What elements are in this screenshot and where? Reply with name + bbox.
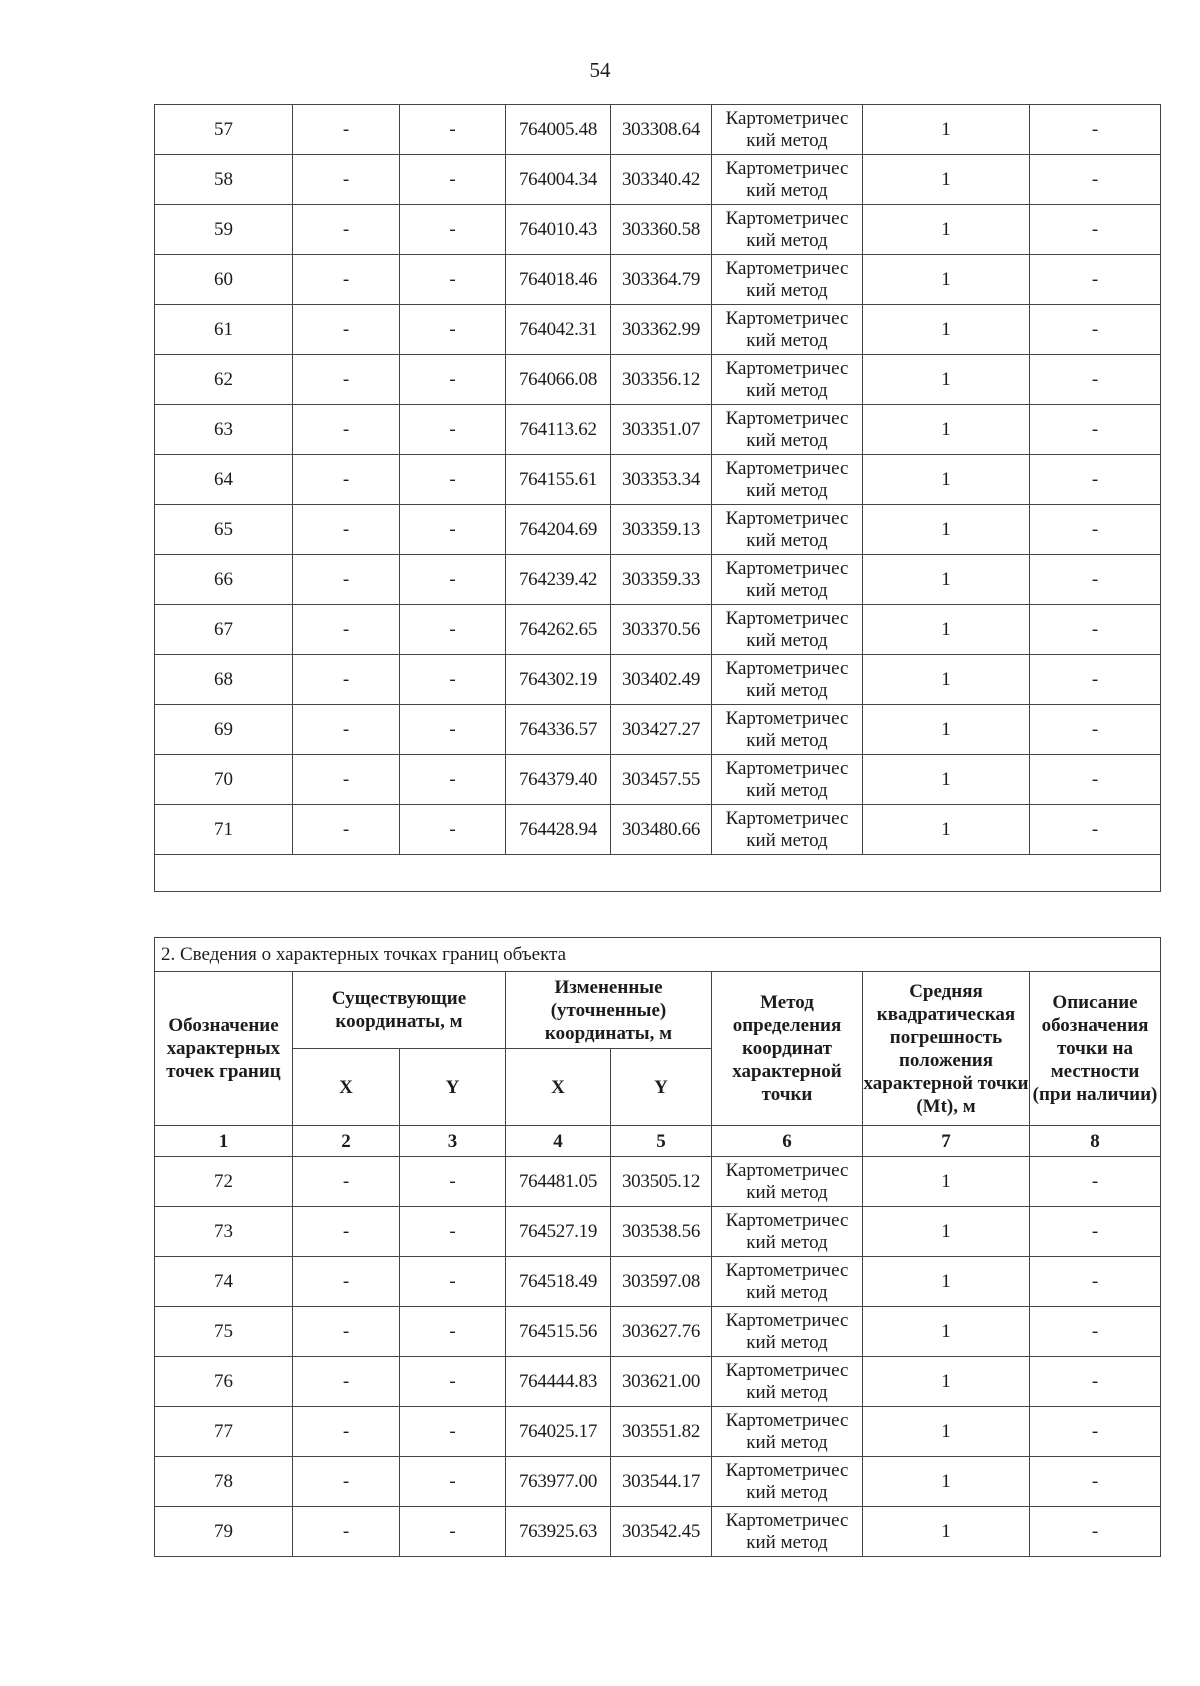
point-number: 71 bbox=[155, 805, 293, 855]
point-number: 65 bbox=[155, 505, 293, 555]
coord-x: 764005.48 bbox=[506, 105, 611, 155]
coord-y: 303627.76 bbox=[611, 1307, 712, 1357]
method-cell bbox=[712, 1357, 863, 1407]
method-cell bbox=[712, 705, 863, 755]
method-text-line1: Картометричес bbox=[725, 1459, 849, 1481]
method-cell bbox=[712, 305, 863, 355]
existing-y: - bbox=[400, 755, 506, 805]
point-number: 66 bbox=[155, 555, 293, 605]
mt-value: 1 bbox=[863, 355, 1030, 405]
coord-x: 764444.83 bbox=[506, 1357, 611, 1407]
existing-x: - bbox=[293, 205, 400, 255]
point-number: 78 bbox=[155, 1457, 293, 1507]
coord-y: 303340.42 bbox=[611, 155, 712, 205]
coord-x: 764025.17 bbox=[506, 1407, 611, 1457]
coord-y: 303370.56 bbox=[611, 605, 712, 655]
method-text-line2: кий метод bbox=[746, 1231, 828, 1253]
col-index: 8 bbox=[1030, 1126, 1161, 1157]
coord-x: 764515.56 bbox=[506, 1307, 611, 1357]
method-text-line2: кий метод bbox=[746, 1181, 828, 1203]
existing-x: - bbox=[293, 355, 400, 405]
method-text-line1: Картометричес bbox=[725, 607, 849, 629]
description: - bbox=[1030, 555, 1161, 605]
existing-y: - bbox=[400, 1357, 506, 1407]
coord-y: 303544.17 bbox=[611, 1457, 712, 1507]
point-number: 69 bbox=[155, 705, 293, 755]
method-text-line2: кий метод bbox=[746, 329, 828, 351]
method-cell bbox=[712, 1457, 863, 1507]
header-existing-y: Y bbox=[400, 1049, 506, 1126]
table-row bbox=[155, 255, 1161, 305]
header-point-designation: Обозначение характерных точек границ bbox=[155, 972, 293, 1126]
method-text-line1: Картометричес bbox=[725, 1359, 849, 1381]
coord-y: 303308.64 bbox=[611, 105, 712, 155]
existing-x: - bbox=[293, 1257, 400, 1307]
existing-x: - bbox=[293, 505, 400, 555]
method-text-line2: кий метод bbox=[746, 429, 828, 451]
existing-x: - bbox=[293, 1307, 400, 1357]
point-number: 73 bbox=[155, 1207, 293, 1257]
description: - bbox=[1030, 805, 1161, 855]
point-number: 67 bbox=[155, 605, 293, 655]
coord-x: 764042.31 bbox=[506, 305, 611, 355]
table1-body bbox=[155, 105, 1161, 855]
point-number: 59 bbox=[155, 205, 293, 255]
mt-value: 1 bbox=[863, 305, 1030, 355]
method-cell bbox=[712, 755, 863, 805]
method-text-line2: кий метод bbox=[746, 1281, 828, 1303]
method-cell bbox=[712, 1307, 863, 1357]
point-number: 64 bbox=[155, 455, 293, 505]
method-text-line1: Картометричес bbox=[725, 557, 849, 579]
mt-value: 1 bbox=[863, 455, 1030, 505]
table-row bbox=[155, 405, 1161, 455]
coord-y: 303353.34 bbox=[611, 455, 712, 505]
coord-y: 303356.12 bbox=[611, 355, 712, 405]
existing-y: - bbox=[400, 1257, 506, 1307]
point-number: 70 bbox=[155, 755, 293, 805]
existing-y: - bbox=[400, 1307, 506, 1357]
coord-y: 303551.82 bbox=[611, 1407, 712, 1457]
coord-x: 763977.00 bbox=[506, 1457, 611, 1507]
description: - bbox=[1030, 305, 1161, 355]
method-cell bbox=[712, 105, 863, 155]
header-changed-y: Y bbox=[611, 1049, 712, 1126]
table-row bbox=[155, 205, 1161, 255]
existing-x: - bbox=[293, 1207, 400, 1257]
mt-value: 1 bbox=[863, 805, 1030, 855]
col-index: 7 bbox=[863, 1126, 1030, 1157]
method-text-line1: Картометричес bbox=[725, 657, 849, 679]
point-number: 61 bbox=[155, 305, 293, 355]
table-row bbox=[155, 1407, 1161, 1457]
coord-y: 303621.00 bbox=[611, 1357, 712, 1407]
existing-y: - bbox=[400, 455, 506, 505]
method-text-line1: Картометричес bbox=[725, 1259, 849, 1281]
coordinates-table-continued bbox=[154, 104, 1161, 892]
existing-y: - bbox=[400, 405, 506, 455]
table-row bbox=[155, 755, 1161, 805]
table-row bbox=[155, 1457, 1161, 1507]
table-row bbox=[155, 455, 1161, 505]
point-number: 77 bbox=[155, 1407, 293, 1457]
table-row bbox=[155, 1357, 1161, 1407]
existing-y: - bbox=[400, 605, 506, 655]
mt-value: 1 bbox=[863, 705, 1030, 755]
table-row bbox=[155, 1157, 1161, 1207]
mt-value: 1 bbox=[863, 405, 1030, 455]
coord-y: 303542.45 bbox=[611, 1507, 712, 1557]
description: - bbox=[1030, 655, 1161, 705]
description: - bbox=[1030, 705, 1161, 755]
method-text-line1: Картометричес bbox=[725, 207, 849, 229]
description: - bbox=[1030, 155, 1161, 205]
coord-x: 764262.65 bbox=[506, 605, 611, 655]
existing-x: - bbox=[293, 1407, 400, 1457]
coord-y: 303427.27 bbox=[611, 705, 712, 755]
coord-x: 764066.08 bbox=[506, 355, 611, 405]
method-cell bbox=[712, 1157, 863, 1207]
mt-value: 1 bbox=[863, 1357, 1030, 1407]
header-method: Метод определения координат характерной точки bbox=[712, 972, 863, 1126]
point-number: 68 bbox=[155, 655, 293, 705]
col-index: 1 bbox=[155, 1126, 293, 1157]
method-text-line1: Картометричес bbox=[725, 457, 849, 479]
empty-row bbox=[155, 855, 1161, 892]
method-text-line2: кий метод bbox=[746, 679, 828, 701]
coord-x: 764239.42 bbox=[506, 555, 611, 605]
existing-y: - bbox=[400, 505, 506, 555]
method-cell bbox=[712, 1407, 863, 1457]
method-text-line1: Картометричес bbox=[725, 157, 849, 179]
method-text-line1: Картометричес bbox=[725, 1209, 849, 1231]
table-row bbox=[155, 505, 1161, 555]
description: - bbox=[1030, 1457, 1161, 1507]
coord-y: 303480.66 bbox=[611, 805, 712, 855]
coord-y: 303457.55 bbox=[611, 755, 712, 805]
coord-y: 303597.08 bbox=[611, 1257, 712, 1307]
point-number: 63 bbox=[155, 405, 293, 455]
mt-value: 1 bbox=[863, 1457, 1030, 1507]
description: - bbox=[1030, 1207, 1161, 1257]
existing-x: - bbox=[293, 1457, 400, 1507]
existing-y: - bbox=[400, 705, 506, 755]
method-text-line2: кий метод bbox=[746, 229, 828, 251]
point-number: 58 bbox=[155, 155, 293, 205]
col-index: 3 bbox=[400, 1126, 506, 1157]
coord-x: 764518.49 bbox=[506, 1257, 611, 1307]
header-existing-x: X bbox=[293, 1049, 400, 1126]
method-text-line1: Картометричес bbox=[725, 307, 849, 329]
description: - bbox=[1030, 1157, 1161, 1207]
header-changed-coordinates: Измененные (уточненные) координаты, м bbox=[506, 972, 712, 1049]
mt-value: 1 bbox=[863, 255, 1030, 305]
coord-x: 764018.46 bbox=[506, 255, 611, 305]
coord-x: 764113.62 bbox=[506, 405, 611, 455]
method-text-line2: кий метод bbox=[746, 179, 828, 201]
coord-x: 764428.94 bbox=[506, 805, 611, 855]
mt-value: 1 bbox=[863, 155, 1030, 205]
point-number: 76 bbox=[155, 1357, 293, 1407]
coord-y: 303351.07 bbox=[611, 405, 712, 455]
coord-x: 764527.19 bbox=[506, 1207, 611, 1257]
description: - bbox=[1030, 1307, 1161, 1357]
method-cell bbox=[712, 1207, 863, 1257]
mt-value: 1 bbox=[863, 1507, 1030, 1557]
method-text-line1: Картометричес bbox=[725, 257, 849, 279]
header-description: Описание обозначения точки на местности (при наличии) bbox=[1030, 972, 1161, 1126]
table-row bbox=[155, 655, 1161, 705]
coord-y: 303359.33 bbox=[611, 555, 712, 605]
method-text-line2: кий метод bbox=[746, 1381, 828, 1403]
header-mt: Средняя квадратическая погрешность положения характерной точки (Mt), м bbox=[863, 972, 1030, 1126]
description: - bbox=[1030, 505, 1161, 555]
method-text-line2: кий метод bbox=[746, 129, 828, 151]
table-row bbox=[155, 705, 1161, 755]
table-row bbox=[155, 305, 1161, 355]
table-row bbox=[155, 605, 1161, 655]
header-existing-coordinates: Существующие координаты, м bbox=[293, 972, 506, 1049]
existing-y: - bbox=[400, 1507, 506, 1557]
description: - bbox=[1030, 455, 1161, 505]
method-cell bbox=[712, 655, 863, 705]
description: - bbox=[1030, 205, 1161, 255]
point-number: 72 bbox=[155, 1157, 293, 1207]
mt-value: 1 bbox=[863, 1207, 1030, 1257]
description: - bbox=[1030, 1357, 1161, 1407]
existing-y: - bbox=[400, 805, 506, 855]
table-row bbox=[155, 355, 1161, 405]
table-row bbox=[155, 155, 1161, 205]
existing-y: - bbox=[400, 1157, 506, 1207]
existing-y: - bbox=[400, 1407, 506, 1457]
mt-value: 1 bbox=[863, 205, 1030, 255]
coord-x: 764379.40 bbox=[506, 755, 611, 805]
point-number: 75 bbox=[155, 1307, 293, 1357]
point-number: 57 bbox=[155, 105, 293, 155]
method-cell bbox=[712, 605, 863, 655]
coord-x: 764155.61 bbox=[506, 455, 611, 505]
mt-value: 1 bbox=[863, 655, 1030, 705]
mt-value: 1 bbox=[863, 1407, 1030, 1457]
table-row bbox=[155, 1507, 1161, 1557]
method-text-line1: Картометричес bbox=[725, 407, 849, 429]
existing-x: - bbox=[293, 305, 400, 355]
existing-x: - bbox=[293, 705, 400, 755]
page-number: 54 bbox=[589, 58, 611, 82]
coord-x: 764302.19 bbox=[506, 655, 611, 705]
mt-value: 1 bbox=[863, 505, 1030, 555]
method-text-line2: кий метод bbox=[746, 729, 828, 751]
mt-value: 1 bbox=[863, 1257, 1030, 1307]
method-cell bbox=[712, 155, 863, 205]
mt-value: 1 bbox=[863, 105, 1030, 155]
method-text-line2: кий метод bbox=[746, 829, 828, 851]
existing-y: - bbox=[400, 1457, 506, 1507]
coord-y: 303360.58 bbox=[611, 205, 712, 255]
col-index: 2 bbox=[293, 1126, 400, 1157]
method-text-line1: Картометричес bbox=[725, 757, 849, 779]
table-row bbox=[155, 1307, 1161, 1357]
col-index: 4 bbox=[506, 1126, 611, 1157]
method-text-line2: кий метод bbox=[746, 479, 828, 501]
method-text-line1: Картометричес bbox=[725, 1409, 849, 1431]
existing-x: - bbox=[293, 405, 400, 455]
description: - bbox=[1030, 255, 1161, 305]
mt-value: 1 bbox=[863, 1307, 1030, 1357]
existing-y: - bbox=[400, 255, 506, 305]
existing-y: - bbox=[400, 1207, 506, 1257]
method-text-line1: Картометричес bbox=[725, 107, 849, 129]
point-number: 60 bbox=[155, 255, 293, 305]
header-index-row bbox=[155, 1126, 1161, 1157]
method-text-line2: кий метод bbox=[746, 529, 828, 551]
method-text-line2: кий метод bbox=[746, 1331, 828, 1353]
existing-x: - bbox=[293, 1507, 400, 1557]
existing-x: - bbox=[293, 1157, 400, 1207]
boundary-points-table bbox=[154, 937, 1161, 1557]
existing-y: - bbox=[400, 105, 506, 155]
coord-x: 764010.43 bbox=[506, 205, 611, 255]
existing-x: - bbox=[293, 155, 400, 205]
point-number: 62 bbox=[155, 355, 293, 405]
mt-value: 1 bbox=[863, 605, 1030, 655]
description: - bbox=[1030, 1407, 1161, 1457]
description: - bbox=[1030, 105, 1161, 155]
section-title: 2. Сведения о характерных точках границ объекта bbox=[155, 938, 1161, 972]
method-text-line2: кий метод bbox=[746, 1481, 828, 1503]
method-text-line2: кий метод bbox=[746, 579, 828, 601]
coord-y: 303505.12 bbox=[611, 1157, 712, 1207]
coord-x: 764336.57 bbox=[506, 705, 611, 755]
coord-y: 303538.56 bbox=[611, 1207, 712, 1257]
table-row bbox=[155, 1257, 1161, 1307]
method-cell bbox=[712, 805, 863, 855]
existing-y: - bbox=[400, 655, 506, 705]
method-cell bbox=[712, 555, 863, 605]
coord-y: 303362.99 bbox=[611, 305, 712, 355]
header-row bbox=[155, 972, 1161, 1049]
coord-x: 764004.34 bbox=[506, 155, 611, 205]
method-cell bbox=[712, 355, 863, 405]
existing-y: - bbox=[400, 305, 506, 355]
description: - bbox=[1030, 355, 1161, 405]
method-cell bbox=[712, 505, 863, 555]
existing-x: - bbox=[293, 455, 400, 505]
description: - bbox=[1030, 605, 1161, 655]
coord-x: 764481.05 bbox=[506, 1157, 611, 1207]
mt-value: 1 bbox=[863, 555, 1030, 605]
coord-y: 303402.49 bbox=[611, 655, 712, 705]
existing-y: - bbox=[400, 155, 506, 205]
table-row bbox=[155, 805, 1161, 855]
mt-value: 1 bbox=[863, 755, 1030, 805]
point-number: 74 bbox=[155, 1257, 293, 1307]
method-cell bbox=[712, 405, 863, 455]
method-cell bbox=[712, 1507, 863, 1557]
col-index: 6 bbox=[712, 1126, 863, 1157]
method-text-line2: кий метод bbox=[746, 279, 828, 301]
method-text-line2: кий метод bbox=[746, 779, 828, 801]
coord-x: 764204.69 bbox=[506, 505, 611, 555]
method-cell bbox=[712, 205, 863, 255]
method-text-line1: Картометричес bbox=[725, 1159, 849, 1181]
coord-y: 303359.13 bbox=[611, 505, 712, 555]
existing-x: - bbox=[293, 1357, 400, 1407]
method-text-line1: Картометричес bbox=[725, 807, 849, 829]
method-cell bbox=[712, 255, 863, 305]
method-text-line2: кий метод bbox=[746, 1431, 828, 1453]
header-changed-x: X bbox=[506, 1049, 611, 1126]
table2-body bbox=[155, 1157, 1161, 1557]
method-cell bbox=[712, 1257, 863, 1307]
existing-y: - bbox=[400, 205, 506, 255]
mt-value: 1 bbox=[863, 1157, 1030, 1207]
table-row bbox=[155, 105, 1161, 155]
method-cell bbox=[712, 455, 863, 505]
description: - bbox=[1030, 755, 1161, 805]
point-number: 79 bbox=[155, 1507, 293, 1557]
description: - bbox=[1030, 1257, 1161, 1307]
existing-x: - bbox=[293, 255, 400, 305]
existing-x: - bbox=[293, 755, 400, 805]
description: - bbox=[1030, 405, 1161, 455]
existing-x: - bbox=[293, 105, 400, 155]
existing-x: - bbox=[293, 655, 400, 705]
existing-x: - bbox=[293, 805, 400, 855]
section-title-row bbox=[155, 938, 1161, 972]
description: - bbox=[1030, 1507, 1161, 1557]
method-text-line1: Картометричес bbox=[725, 707, 849, 729]
existing-y: - bbox=[400, 555, 506, 605]
existing-y: - bbox=[400, 355, 506, 405]
method-text-line1: Картометричес bbox=[725, 507, 849, 529]
col-index: 5 bbox=[611, 1126, 712, 1157]
coord-y: 303364.79 bbox=[611, 255, 712, 305]
table-row bbox=[155, 555, 1161, 605]
existing-x: - bbox=[293, 555, 400, 605]
existing-x: - bbox=[293, 605, 400, 655]
table-row bbox=[155, 1207, 1161, 1257]
method-text-line2: кий метод bbox=[746, 1531, 828, 1553]
coord-x: 763925.63 bbox=[506, 1507, 611, 1557]
method-text-line1: Картометричес bbox=[725, 1309, 849, 1331]
method-text-line2: кий метод bbox=[746, 379, 828, 401]
method-text-line1: Картометричес bbox=[725, 357, 849, 379]
method-text-line1: Картометричес bbox=[725, 1509, 849, 1531]
method-text-line2: кий метод bbox=[746, 629, 828, 651]
